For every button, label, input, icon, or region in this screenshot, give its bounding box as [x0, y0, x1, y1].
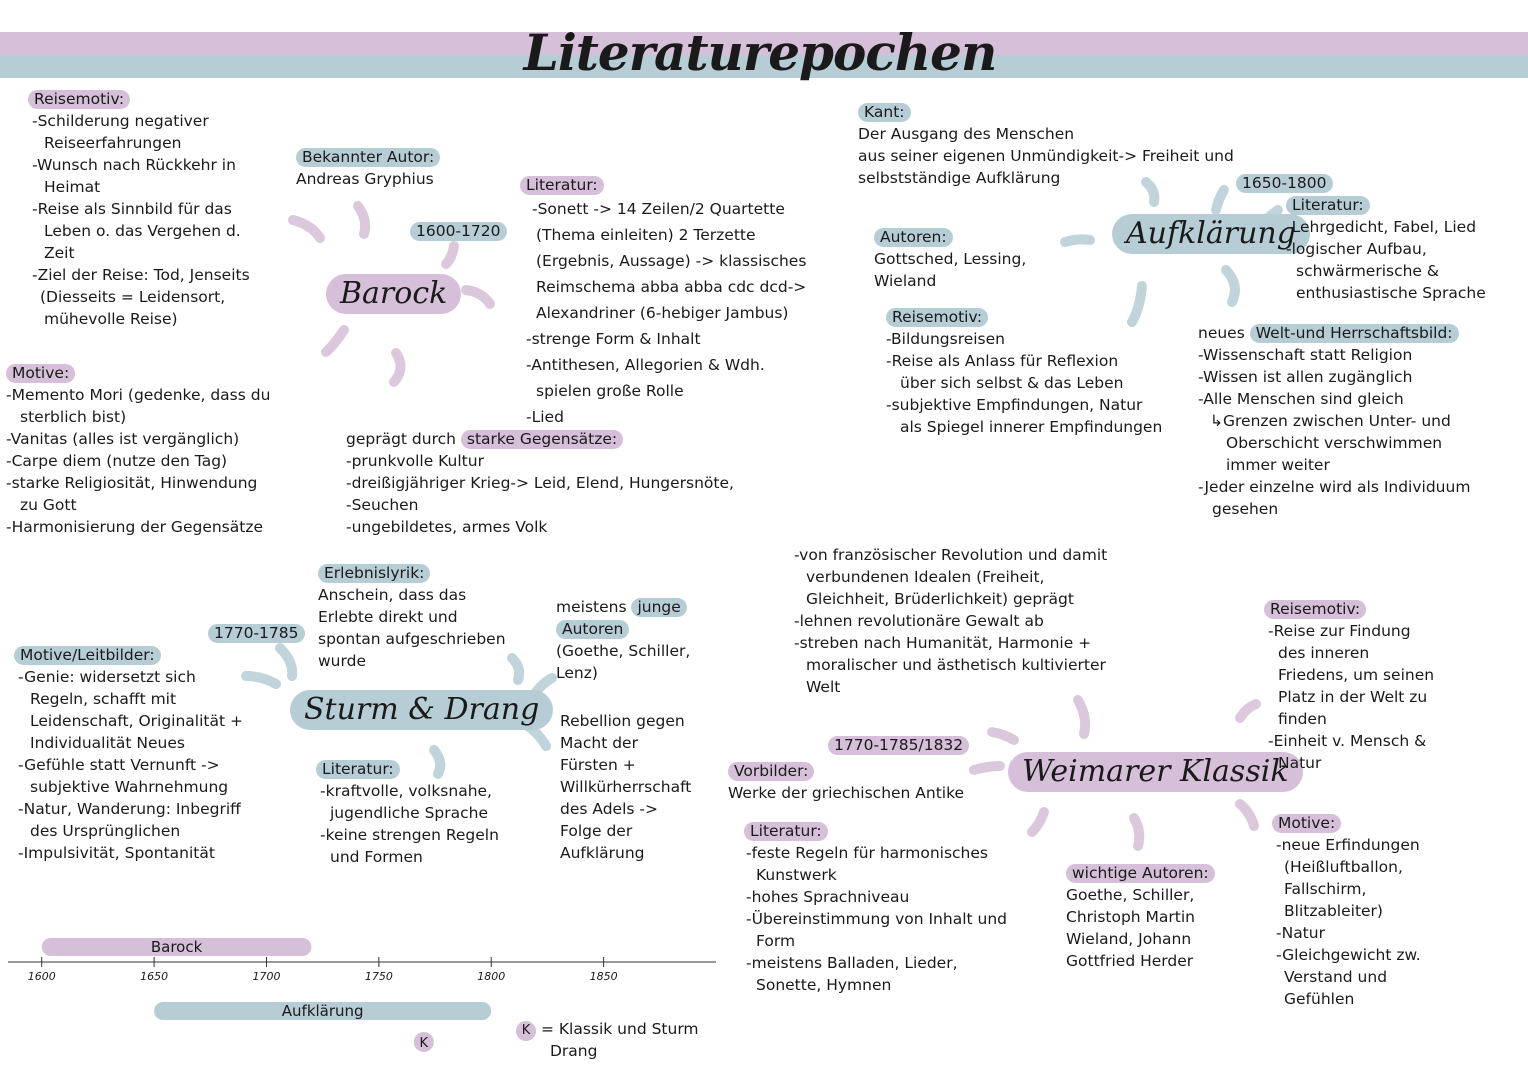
sturm-motive-label: Motive/Leitbilder:: [14, 646, 161, 665]
list-item: -feste Regeln für harmonisches: [746, 844, 988, 862]
klassik-vorbilder-text: Werke der griechischen Antike: [728, 784, 965, 802]
barock-center: Barock: [326, 274, 461, 314]
list-item: moralischer und ästhetisch kultivierter: [806, 656, 1106, 674]
sturm-years-wrap: [208, 622, 305, 644]
klassik-motive: [1272, 812, 1421, 1010]
barock-autor: [296, 146, 440, 190]
sturm-autoren-label1: junge: [631, 598, 686, 617]
list-item: sterblich bist): [20, 408, 127, 426]
list-item: -Harmonisierung der Gegensätze: [6, 518, 264, 536]
list-item: Natur: [1278, 754, 1322, 772]
barock-literatur-label: Literatur:: [520, 176, 604, 195]
sturm-rebellion: [560, 710, 691, 864]
list-item: -neue Erfindungen: [1276, 836, 1420, 854]
klassik-intro: [794, 544, 1107, 698]
list-item: mühevolle Reise): [44, 310, 178, 328]
list-item: Regeln, schafft mit: [30, 690, 177, 708]
sturm-autoren: [556, 596, 690, 684]
ray: [1134, 818, 1139, 846]
sturm-motive: [14, 644, 243, 864]
list-item: -Natur, Wanderung: Inbegriff: [18, 800, 241, 818]
list-item: Reimschema abba abba cdc dcd->: [536, 278, 807, 296]
timeline-tick-label: 1750: [364, 970, 393, 983]
ray: [974, 766, 1000, 770]
barock-motive-label: Motive:: [6, 364, 75, 383]
list-item: (Heißluftballon,: [1284, 858, 1403, 876]
list-item: -Memento Mori (gedenke, dass du: [6, 386, 271, 404]
list-item: Gleichheit, Brüderlichkeit) geprägt: [806, 590, 1074, 608]
list-item: -Wissenschaft statt Religion: [1198, 346, 1413, 364]
list-item: Gottfried Herder: [1066, 952, 1194, 970]
list-item: Gottsched, Lessing,: [874, 250, 1027, 268]
list-item: -logischer Aufbau,: [1286, 240, 1427, 258]
list-item: Verstand und: [1284, 968, 1388, 986]
barock-years: 1600-1720: [410, 222, 507, 241]
klassik-autoren: [1066, 862, 1215, 972]
list-item: Platz in der Welt zu: [1278, 688, 1428, 706]
barock-autor-name: Andreas Gryphius: [296, 170, 434, 188]
list-item: -dreißigjähriger Krieg-> Leid, Elend, Hungersnöte,: [346, 474, 734, 492]
ray: [992, 732, 1014, 740]
list-item: -Carpe diem (nutze den Tag): [6, 452, 228, 470]
barock-motive: [6, 362, 270, 538]
timeline-tick-label: 1600: [27, 970, 56, 983]
klassik-years: 1770-1785/1832: [828, 736, 969, 755]
list-item: Der Ausgang des Menschen: [858, 125, 1075, 143]
aufklaerung-reisemotiv: [886, 306, 1162, 438]
sturm-literatur-label: Literatur:: [316, 760, 400, 779]
klassik-motive-label: Motive:: [1272, 814, 1341, 833]
timeline-bar-label: Barock: [150, 938, 203, 956]
list-item: (Diesseits = Leidensort,: [40, 288, 226, 306]
list-item: -kraftvolle, volksnahe,: [320, 782, 492, 800]
aufklaerung-center: Aufklärung: [1112, 214, 1310, 254]
ray: [358, 206, 365, 234]
list-item: Individualität Neues: [30, 734, 185, 752]
klassik-years-wrap: [828, 734, 969, 756]
list-item: (Thema einleiten) 2 Terzette: [536, 226, 756, 244]
ray: [246, 676, 276, 684]
sturm-years: 1770-1785: [208, 624, 305, 643]
list-item: -ungebildetes, armes Volk: [346, 518, 548, 536]
ray: [1032, 812, 1044, 832]
timeline-tick-label: 1800: [477, 970, 506, 983]
ray: [293, 220, 320, 238]
aufklaerung-literatur: [1286, 194, 1486, 304]
timeline-legend: [516, 1018, 699, 1062]
list-item: -Übereinstimmung von Inhalt und: [746, 910, 1008, 928]
list-item: Gefühlen: [1284, 990, 1355, 1008]
ray: [1216, 190, 1224, 210]
list-item: gesehen: [1212, 500, 1279, 518]
list-item: des Ursprünglichen: [30, 822, 181, 840]
list-item: Oberschicht verschwimmen: [1226, 434, 1443, 452]
list-item: -Antithesen, Allegorien & Wdh.: [526, 356, 765, 374]
aufklaerung-weltbild-label: Welt-und Herrschaftsbild:: [1250, 324, 1459, 343]
list-item: -hohes Sprachniveau: [746, 888, 910, 906]
list-item: des Adels ->: [560, 800, 658, 818]
list-item: -Reise zur Findung: [1268, 622, 1411, 640]
sturm-center: Sturm & Drang: [290, 690, 553, 730]
list-item: -meistens Balladen, Lieder,: [746, 954, 958, 972]
aufklaerung-weltbild-prefix: neues: [1198, 324, 1245, 342]
ray: [446, 246, 454, 264]
ray: [280, 648, 292, 676]
list-item: -Wissen ist allen zugänglich: [1198, 368, 1413, 386]
list-item: -Bildungsreisen: [886, 330, 1005, 348]
timeline-tick-label: 1850: [589, 970, 618, 983]
list-item: Kunstwerk: [756, 866, 837, 884]
ray: [394, 353, 401, 382]
aufklaerung-autoren-label: Autoren:: [874, 228, 953, 247]
klassik-autoren-label: wichtige Autoren:: [1066, 864, 1215, 883]
list-item: Fallschirm,: [1284, 880, 1367, 898]
ray: [512, 658, 519, 680]
klassik-vorbilder: [728, 760, 964, 804]
list-item: -Schilderung negativer: [32, 112, 209, 130]
list-item: über sich selbst & das Leben: [900, 374, 1124, 392]
aufklaerung-weltbild: [1198, 322, 1470, 520]
list-item: Zeit: [44, 244, 75, 262]
ray: [1226, 270, 1235, 302]
aufklaerung-reisemotiv-label: Reisemotiv:: [886, 308, 988, 327]
list-item: -starke Religiosität, Hinwendung: [6, 474, 258, 492]
list-item: Heimat: [44, 178, 101, 196]
list-item: verbundenen Idealen (Freiheit,: [806, 568, 1045, 586]
list-item: schwärmerische &: [1296, 262, 1439, 280]
list-item: Lenz): [556, 664, 598, 682]
list-item: Erlebte direkt und: [318, 608, 458, 626]
list-item: -Natur: [1276, 924, 1325, 942]
ray: [466, 290, 490, 304]
list-item: Form: [756, 932, 796, 950]
klassik-reisemotiv-label: Reisemotiv:: [1264, 600, 1366, 619]
list-item: selbstständige Aufklärung: [858, 169, 1061, 187]
list-item: (Goethe, Schiller,: [556, 642, 691, 660]
list-item: Aufklärung: [560, 844, 645, 862]
list-item: Anschein, dass das: [318, 586, 467, 604]
timeline-bar-label: Aufklärung: [281, 1002, 364, 1020]
list-item: Macht der: [560, 734, 638, 752]
list-item: zu Gott: [20, 496, 77, 514]
klassik-literatur-label: Literatur:: [744, 822, 828, 841]
list-item: -Lehrgedicht, Fabel, Lied: [1286, 218, 1477, 236]
list-item: Reiseerfahrungen: [44, 134, 182, 152]
klassik-center: Weimarer Klassik: [1008, 752, 1303, 792]
aufklaerung-years: 1650-1800: [1236, 174, 1333, 193]
timeline-k-label: K: [419, 1036, 429, 1051]
list-item: -Reise als Sinnbild für das: [32, 200, 232, 218]
list-item: -Gleichgewicht zw.: [1276, 946, 1421, 964]
list-item: und Formen: [330, 848, 423, 866]
list-item: -von französischer Revolution und damit: [794, 546, 1108, 564]
aufklaerung-kant: [858, 101, 1234, 189]
ray: [1240, 804, 1254, 826]
list-item: ↳Grenzen zwischen Unter- und: [1210, 412, 1451, 430]
list-item: -Genie: widersetzt sich: [18, 668, 196, 686]
klassik-literatur: [744, 820, 1007, 996]
list-item: Alexandriner (6-hebiger Jambus): [536, 304, 789, 322]
timeline-tick-label: 1700: [252, 970, 281, 983]
list-item: Fürsten +: [560, 756, 636, 774]
list-item: Wieland, Johann: [1066, 930, 1192, 948]
aufklaerung-kant-label: Kant:: [858, 103, 911, 122]
list-item: jugendliche Sprache: [330, 804, 489, 822]
barock-autor-label: Bekannter Autor:: [296, 148, 440, 167]
list-item: Willkürherrschaft: [560, 778, 692, 796]
list-item: aus seiner eigenen Unmündigkeit-> Freiheit und: [858, 147, 1234, 165]
list-item: -Ziel der Reise: Tod, Jenseits: [32, 266, 250, 284]
list-item: Welt: [806, 678, 841, 696]
page-title: Literaturepochen: [523, 23, 997, 82]
list-item: -Gefühle statt Vernunft ->: [18, 756, 220, 774]
list-item: -Wunsch nach Rückkehr in: [32, 156, 236, 174]
list-item: -prunkvolle Kultur: [346, 452, 484, 470]
barock-literatur: [520, 172, 806, 426]
list-item: -Jeder einzelne wird als Individuum: [1198, 478, 1471, 496]
list-item: -keine strengen Regeln: [320, 826, 499, 844]
sturm-autoren-label2: Autoren: [556, 620, 629, 639]
list-item: -Einheit v. Mensch &: [1268, 732, 1427, 750]
list-item: subjektive Wahrnehmung: [30, 778, 229, 796]
list-item: Christoph Martin: [1066, 908, 1196, 926]
ray: [1065, 239, 1090, 242]
list-item: enthusiastische Sprache: [1296, 284, 1486, 302]
barock-gegensaetze: [346, 428, 734, 538]
ray: [326, 330, 344, 352]
list-item: Sonette, Hymnen: [756, 976, 892, 994]
ray: [1078, 700, 1085, 734]
timeline-tick-label: 1650: [140, 970, 169, 983]
ray: [1240, 704, 1256, 718]
barock-gegensaetze-prefix: geprägt durch: [346, 430, 456, 448]
list-item: -Impulsivität, Spontanität: [18, 844, 215, 862]
list-item: Wieland: [874, 272, 937, 290]
list-item: -Seuchen: [346, 496, 419, 514]
barock-reisemotiv: [28, 88, 250, 330]
list-item: finden: [1278, 710, 1327, 728]
list-item: -Reise als Anlass für Reflexion: [886, 352, 1119, 370]
aufklaerung-autoren: [874, 226, 1026, 292]
list-item: Rebellion gegen: [560, 712, 685, 730]
list-item: (Ergebnis, Aussage) -> klassisches: [536, 252, 807, 270]
sturm-literatur: [316, 758, 499, 868]
list-item: spielen große Rolle: [536, 382, 684, 400]
klassik-reisemotiv: [1264, 598, 1434, 774]
sturm-erlebnislyrik: [318, 562, 506, 672]
barock-years-wrap: [410, 220, 507, 242]
list-item: -streben nach Humanität, Harmonie +: [794, 634, 1092, 652]
list-item: -subjektive Empfindungen, Natur: [886, 396, 1143, 414]
list-item: wurde: [318, 652, 366, 670]
list-item: -lehnen revolutionäre Gewalt ab: [794, 612, 1044, 630]
list-item: des inneren: [1278, 644, 1370, 662]
list-item: Blitzableiter): [1284, 902, 1383, 920]
list-item: Folge der: [560, 822, 633, 840]
list-item: -Lied: [526, 408, 564, 426]
aufklaerung-years-wrap: [1236, 172, 1333, 194]
list-item: Goethe, Schiller,: [1066, 886, 1195, 904]
list-item: spontan aufgeschrieben: [318, 630, 506, 648]
list-item: Leben o. das Vergehen d.: [44, 222, 241, 240]
list-item: -Vanitas (alles ist vergänglich): [6, 430, 240, 448]
list-item: -strenge Form & Inhalt: [526, 330, 701, 348]
list-item: -Sonett -> 14 Zeilen/2 Quartette: [532, 200, 785, 218]
aufklaerung-literatur-label: Literatur:: [1286, 196, 1370, 215]
barock-reisemotiv-label: Reisemotiv:: [28, 90, 130, 109]
list-item: -Alle Menschen sind gleich: [1198, 390, 1404, 408]
legend-text-line2: Drang: [550, 1042, 598, 1060]
list-item: Leidenschaft, Originalität +: [30, 712, 243, 730]
barock-gegensaetze-label: starke Gegensätze:: [461, 430, 623, 449]
list-item: immer weiter: [1226, 456, 1330, 474]
legend-text-line1: = Klassik und Sturm: [540, 1020, 699, 1038]
list-item: als Spiegel innerer Empfindungen: [900, 418, 1163, 436]
klassik-vorbilder-label: Vorbilder:: [728, 762, 814, 781]
sturm-autoren-prefix: meistens: [556, 598, 627, 616]
sturm-erlebnislyrik-label: Erlebnislyrik:: [318, 564, 430, 583]
list-item: Friedens, um seinen: [1278, 666, 1435, 684]
legend-k-marker: K: [516, 1021, 536, 1041]
